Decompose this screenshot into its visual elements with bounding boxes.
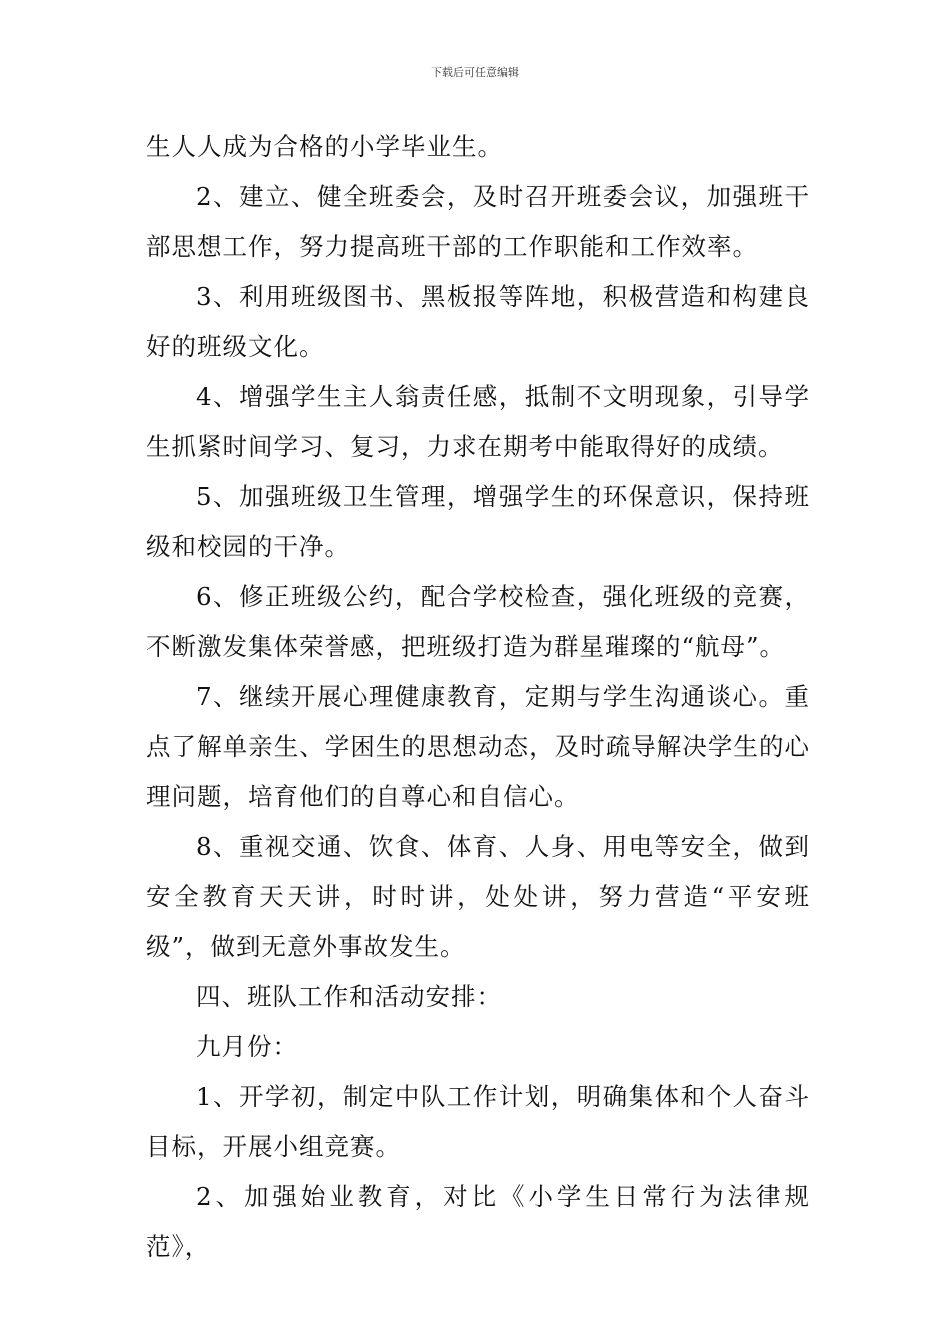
paragraph-item-2: 2、建立、健全班委会，及时召开班委会议，加强班干部思想工作，努力提高班干部的工作职能和工作效率。 [146, 182, 810, 261]
paragraph-item-7: 7、继续开展心理健康教育，定期与学生沟通谈心。重点了解单亲生、学困生的思想动态，及时疏导解决学生的心理问题，培育他们的自尊心和自信心。 [146, 682, 810, 811]
page-header: 下载后可任意编辑 [431, 66, 519, 79]
document-body [146, 122, 810, 1272]
paragraph-continuation: 生人人成为合格的小学毕业生。 [146, 132, 503, 161]
paragraph-item-5: 5、加强班级卫生管理，增强学生的环保意识，保持班级和校园的干净。 [146, 482, 810, 561]
paragraph-item-6: 6、修正班级公约，配合学校检查，强化班级的竞赛，不断激发集体荣誉感，把班级打造为群星璀璨的“航母”。 [146, 582, 810, 661]
paragraph-item-4: 4、增强学生主人翁责任感，抵制不文明现象，引导学生抓紧时间学习、复习，力求在期考中能取得好的成绩。 [146, 382, 810, 461]
month-heading: 九月份： [196, 1032, 298, 1061]
september-item-2: 2、加强始业教育，对比《小学生日常行为法律规范》， [146, 1182, 810, 1261]
paragraph-item-3: 3、利用班级图书、黑板报等阵地，积极营造和构建良好的班级文化。 [146, 282, 810, 361]
september-item-1: 1、开学初，制定中队工作计划，明确集体和个人奋斗目标，开展小组竞赛。 [146, 1082, 810, 1161]
paragraph-item-8: 8、重视交通、饮食、体育、人身、用电等安全，做到安全教育天天讲，时时讲，处处讲，努力营造“平安班级”，做到无意外事故发生。 [146, 832, 810, 961]
section-heading: 四、班队工作和活动安排： [196, 982, 502, 1011]
